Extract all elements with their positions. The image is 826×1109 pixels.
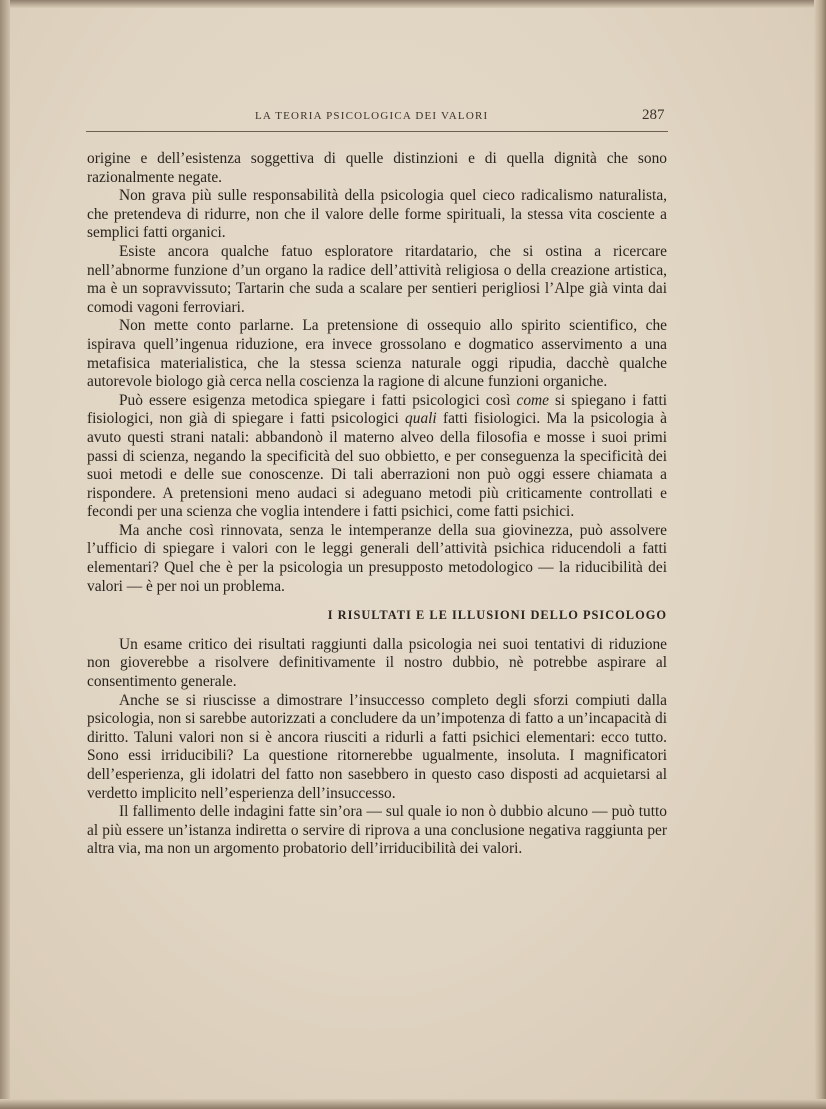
paragraph [87, 392, 667, 522]
running-head: LA TEORIA PSICOLOGICA DEI VALORI [255, 110, 489, 122]
page-top-edge [0, 0, 826, 8]
section-heading: I RISULTATI E LE ILLUSIONI DELLO PSICOLOGO [327, 608, 667, 623]
page-bottom-edge [0, 1099, 826, 1109]
page-number: 287 [642, 107, 665, 123]
page-right-edge [814, 0, 826, 1109]
body-text [87, 150, 667, 859]
paragraph: Non grava più sulle responsabilità della psicologia quel cieco radicalismo naturalista, che pretendeva di ridurre, non che il valore delle forme spirituali, la stessa vita cosciente a semplici fatti organici. [87, 187, 667, 242]
emphasis: come [516, 391, 549, 409]
paragraph: origine e dell’esistenza soggettiva di quelle distinzioni e di quella dignità che sono razionalmente negate. [87, 150, 667, 186]
header-rule [86, 131, 668, 132]
emphasis: quali [405, 410, 437, 428]
text-run: fatti fisiologici. Ma la psicologia à avuto questi strani natali: abbandonò il materno alveo della filosofia e mosse i suoi primi passi di scienza, negando la specificità del suo obbietto, e per conseguenza la specificità dei suoi metodi e delle sue conoscenze. Di tali aberrazioni non può oggi essere chiamata a rispondere. A pretensioni meno audaci si adeguano metodi più criticamente controllati e fecondi per una scienza che voglia intendere i fatti psichici, come fatti psichici. [87, 410, 667, 521]
paragraph: Anche se si riuscisse a dimostrare l’insuccesso completo degli sforzi compiuti dalla psicologia, non si sarebbe autorizzati a concludere da un’impotenza di fatto a un’incapacità di diritto. Taluni valori non si è ancora riusciti a ridurli a fatti psichici elementari: ecco tutto. Sono essi irriducibili? La questione ritornerebbe ugualmente, insoluta. I magnificatori dell’esperienza, gli idolatri del fatto non sasebbero in questo caso disposti ad acquietarsi al verdetto implicito nell’esperienza dell’insuccesso. [87, 691, 667, 802]
page-left-edge [0, 0, 10, 1109]
paragraph: Il fallimento delle indagini fatte sin’ora — sul quale io non ò dubbio alcuno — può tutto al più essere un’istanza indiretta o servire di riprova a una conclusione negativa raggiunta per altra via, ma non un argomento probatorio dell’irriducibilità dei valori. [87, 803, 667, 858]
paragraph: Non mette conto parlarne. La pretensione di ossequio allo spirito scientifico, che ispirava quell’ingenua riduzione, era invece grossolano e dogmatico asservimento a una metafisica materialistica, che la stessa scienza naturale oggi ripudia, dacchè qualche autorevole biologo già cerca nella coscienza la ragione di alcune funzioni organiche. [87, 317, 667, 391]
text-run: Può essere esigenza metodica spiegare i fatti psicologici così [119, 391, 517, 409]
paragraph: Un esame critico dei risultati raggiunti dalla psicologia nei suoi tentativi di riduzione non gioverebbe a risolvere definitivamente il nostro dubbio, nè potrebbe aspirare al consentimento generale. [87, 635, 667, 691]
paragraph: Esiste ancora qualche fatuo esploratore ritardatario, che si ostina a ricercare nell’abnorme funzione d’un organo la radice dell’attività religiosa o della creazione artistica, ma è un sopravvissuto; Tartarin che suda a scalare per sentieri perigliosi l’Alpe già vinta dai comodi vagoni ferroviari. [87, 242, 667, 316]
paragraph: Ma anche così rinnovata, senza le intemperanze della sua giovinezza, può assolvere l’ufficio di spiegare i valori con le leggi generali dell’attività psichica riducendoli a fatti elementari? Quel che è per la psicologia un presupposto metodologico — la riducibilità dei valori — è per noi un problema. [87, 521, 667, 595]
text-run: si spiegano i fatti fisiologici, non già di spiegare i fatti psicologici [87, 391, 667, 428]
